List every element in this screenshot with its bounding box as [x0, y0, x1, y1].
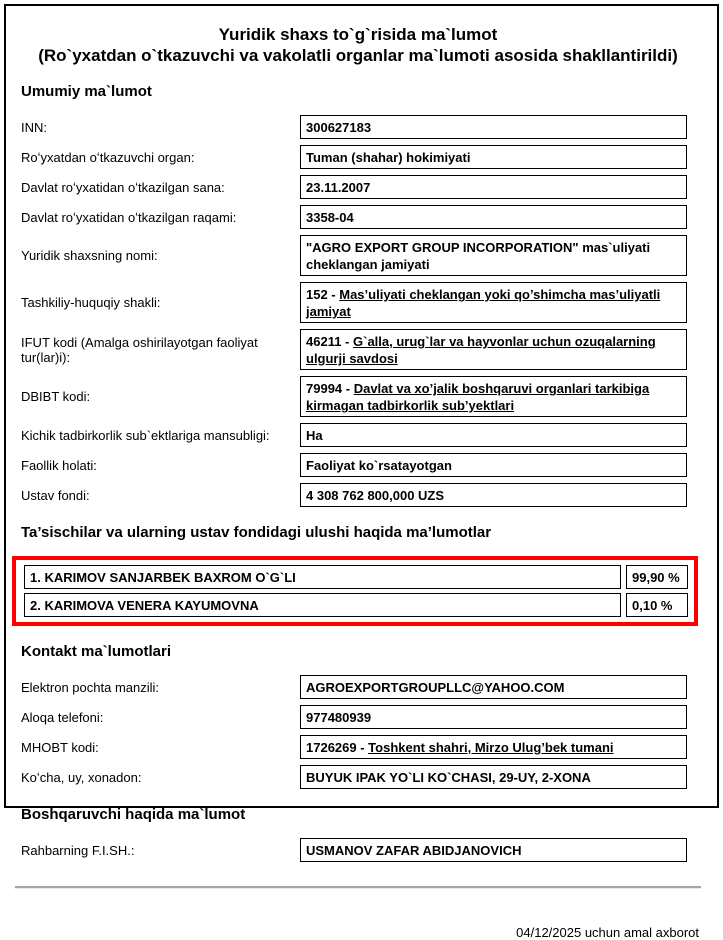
page-title-line-2: (Ro`yxatdan o`tkazuvchi va vakolatli organlar ma`lumoti asosida shakllantirildi) — [38, 46, 678, 65]
field-value-box — [300, 453, 687, 477]
field-value-box — [300, 423, 687, 447]
field-value-box — [300, 483, 687, 507]
founders-highlight-box — [12, 556, 698, 626]
field-label: Yuridik shaxsning nomi: — [21, 248, 158, 263]
field-value-box — [300, 705, 687, 729]
field-value: 300627183 — [306, 120, 372, 135]
general-fields — [15, 115, 701, 507]
field-label: Davlat roʻyxatidan oʻtkazilgan sana: — [21, 179, 225, 195]
section-header-general: Umumiy ma`lumot — [21, 83, 152, 100]
field-value: 977480939 — [306, 710, 372, 725]
field-label: Elektron pochta manzili: — [21, 679, 160, 695]
founder-share: 0,10 % — [632, 598, 673, 613]
field-director-name — [15, 838, 701, 862]
field-small-business — [15, 423, 701, 447]
mhobt-link[interactable]: Toshkent shahri, Mirzo Ulug’bek tumani — [368, 740, 614, 755]
field-value-prefix: 152 - — [306, 287, 340, 302]
section-header-founders: Ta’sischilar va ularning ustav fondidagi ulushi haqida ma’lumotlar — [21, 524, 492, 541]
field-value: BUYUK IPAK YO`LI KO`CHASI, 29-UY, 2-XONA — [306, 770, 591, 785]
field-label: INN: — [21, 119, 47, 135]
manager-fields — [15, 838, 701, 862]
field-label: DBIBT kodi: — [21, 389, 91, 404]
contact-fields — [15, 675, 701, 789]
field-value: Faoliyat ko`rsatayotgan — [306, 458, 452, 473]
founder-name: 2. KARIMOVA VENERA KAYUMOVNA — [30, 598, 259, 613]
founder-row — [24, 593, 688, 617]
founder-name: 1. KARIMOV SANJARBEK BAXROM O`G`LI — [30, 570, 296, 585]
field-label: IFUT kodi (Amalga oshirilayotgan faoliyat tur(lar)i): — [21, 334, 258, 365]
field-phone — [15, 705, 701, 729]
footer-divider — [15, 886, 701, 889]
founder-share-box — [626, 593, 688, 617]
field-email — [15, 675, 701, 699]
field-value-box — [300, 838, 687, 862]
field-value-prefix: 1726269 - — [306, 740, 369, 755]
field-address — [15, 765, 701, 789]
field-value-prefix: 79994 - — [306, 381, 354, 396]
field-label: Davlat roʻyxatidan oʻtkazilgan raqami: — [21, 209, 237, 225]
field-label: Kichik tadbirkorlik sub`ektlariga mansubligi: — [21, 427, 270, 443]
field-value: Ha — [306, 428, 323, 443]
field-activity-status — [15, 453, 701, 477]
field-label: Tashkiliy-huquqiy shakli: — [21, 295, 161, 310]
field-value-box — [300, 235, 687, 276]
field-value: 23.11.2007 — [306, 180, 371, 195]
field-value: USMANOV ZAFAR ABIDJANOVICH — [306, 843, 522, 858]
field-value-box — [300, 376, 687, 417]
field-label: Faollik holati: — [21, 457, 97, 473]
field-value: 4 308 762 800,000 UZS — [306, 488, 445, 503]
dbibt-link[interactable]: Davlat va xo’jalik boshqaruvi organlari tarkibiga kirmagan tadbirkorlik sub’yektlari — [306, 381, 650, 413]
page-title-line-1: Yuridik shaxs to`g`risida ma`lumot — [218, 25, 498, 44]
field-registration-organ — [15, 145, 701, 169]
field-legal-form — [15, 282, 701, 323]
section-header-manager: Boshqaruvchi haqida ma`lumot — [21, 806, 246, 823]
field-registration-date — [15, 175, 701, 199]
field-value: "AGRO EXPORT GROUP INCORPORATION" mas`uliyati cheklangan jamiyati — [306, 240, 651, 272]
founder-name-box — [24, 565, 621, 589]
field-label: Koʻcha, uy, xonadon: — [21, 769, 142, 785]
field-ifut-code — [15, 329, 701, 370]
field-value-box — [300, 675, 687, 699]
footer-date-note: 04/12/2025 uchun amal axborot — [516, 925, 699, 940]
field-value-prefix: 46211 - — [306, 334, 353, 349]
field-value-box — [300, 115, 687, 139]
field-charter-capital — [15, 483, 701, 507]
field-inn — [15, 115, 701, 139]
field-value: AGROEXPORTGROUPLLC@YAHOO.COM — [306, 680, 565, 695]
founder-share-box — [626, 565, 688, 589]
document-page — [4, 4, 719, 940]
field-registration-number — [15, 205, 701, 229]
field-value-box — [300, 329, 687, 370]
page-title — [22, 24, 694, 66]
field-value-box — [300, 282, 687, 323]
field-value-box — [300, 145, 687, 169]
field-label: MHOBT kodi: — [21, 739, 99, 755]
field-value-box — [300, 735, 687, 759]
field-value: Tuman (shahar) hokimiyati — [306, 150, 471, 165]
field-label: Ustav fondi: — [21, 487, 90, 503]
field-value-box — [300, 175, 687, 199]
founder-name-box — [24, 593, 621, 617]
field-company-name — [15, 235, 701, 276]
ifut-link[interactable]: G`alla, urug`lar va hayvonlar uchun ozuqalarning ulgurji savdosi — [306, 334, 656, 366]
founder-row — [24, 565, 688, 589]
field-mhobt-code — [15, 735, 701, 759]
field-value-box — [300, 765, 687, 789]
legal-form-link[interactable]: Mas’uliyati cheklangan yoki qo’shimcha mas’uliyatli jamiyat — [306, 287, 661, 319]
founder-share: 99,90 % — [632, 570, 680, 585]
field-value: 3358-04 — [306, 210, 354, 225]
field-value-box — [300, 205, 687, 229]
field-label: Aloqa telefoni: — [21, 709, 104, 725]
field-label: Roʻyxatdan oʻtkazuvchi organ: — [21, 149, 195, 165]
field-label: Rahbarning F.I.SH.: — [21, 842, 135, 858]
section-header-contacts: Kontakt ma`lumotlari — [21, 643, 172, 660]
field-dbibt-code — [15, 376, 701, 417]
